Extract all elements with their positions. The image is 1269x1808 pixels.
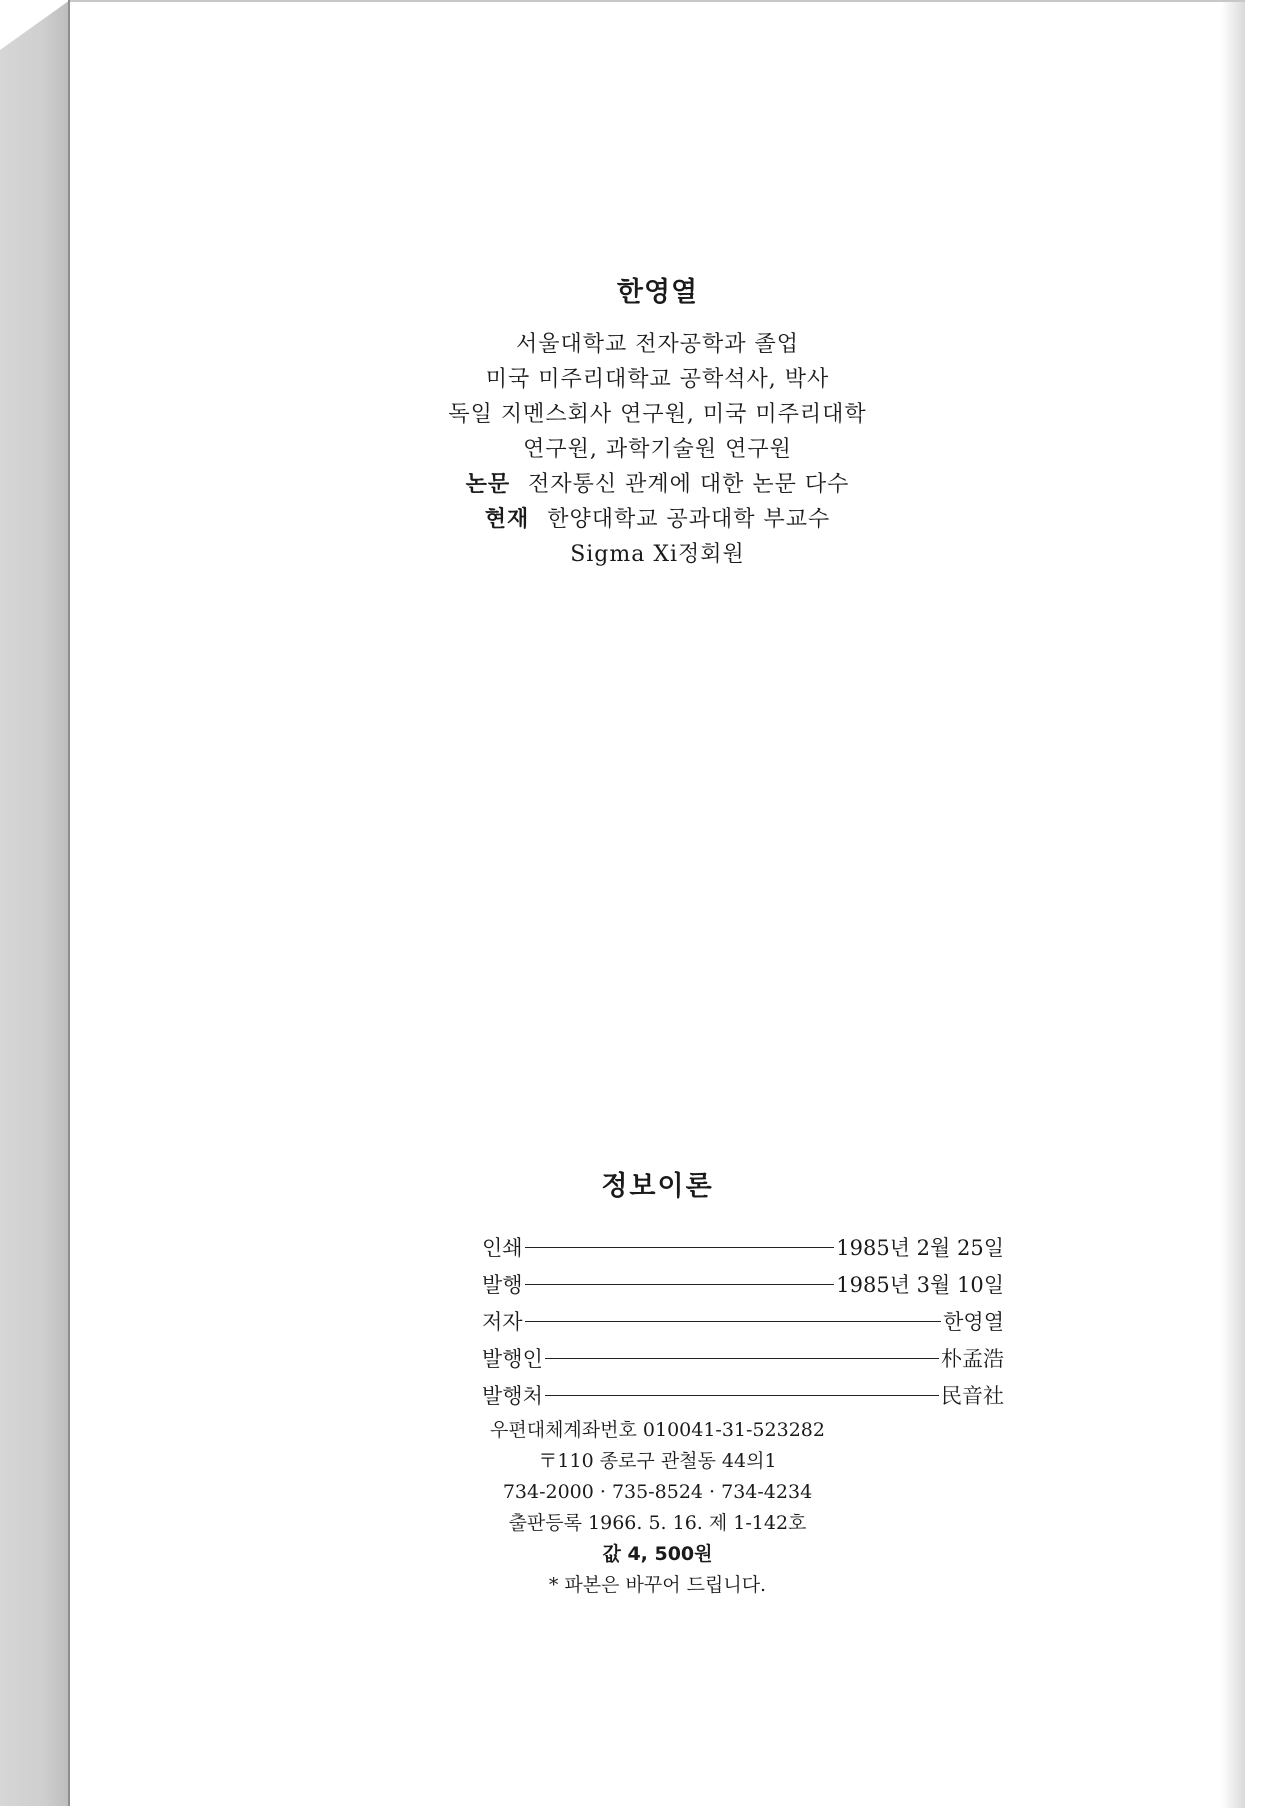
bio-line-papers bbox=[70, 467, 1245, 502]
bio-text: 미국 미주리대학교 공학석사, 박사 bbox=[485, 367, 830, 392]
author-profile bbox=[70, 270, 1245, 572]
bio-line bbox=[70, 432, 1245, 467]
bio-text: 연구원, 과학기술원 연구원 bbox=[523, 437, 792, 462]
bio-text: Sigma Xi정회원 bbox=[570, 542, 745, 567]
spine-corner bbox=[0, 0, 70, 50]
colophon-table bbox=[482, 1228, 1004, 1413]
defect-notice: * 파본은 바꾸어 드립니다. bbox=[548, 1574, 767, 1596]
leader-rule bbox=[525, 1284, 835, 1285]
bio-text: 한양대학교 공과대학 부교수 bbox=[547, 507, 831, 532]
row-label: 발행 bbox=[482, 1272, 523, 1297]
postal-account: 우편대체계좌번호 010041-31-523282 bbox=[490, 1419, 825, 1441]
row-label: 발행처 bbox=[482, 1383, 543, 1408]
book-title: 정보이론 bbox=[601, 1171, 714, 1202]
row-value: 民音社 bbox=[941, 1383, 1004, 1408]
author-name: 한영열 bbox=[616, 277, 699, 308]
colophon-row bbox=[482, 1228, 1004, 1265]
book-page bbox=[70, 0, 1245, 1808]
leader-rule bbox=[525, 1321, 942, 1322]
bio-line bbox=[70, 397, 1245, 432]
bio-text: 전자통신 관계에 대한 논문 다수 bbox=[528, 472, 850, 497]
row-label: 발행인 bbox=[482, 1346, 543, 1371]
book-spine bbox=[0, 0, 70, 1806]
registration: 출판등록 1966. 5. 16. 제 1-142호 bbox=[508, 1512, 807, 1534]
row-value: 1985년 3월 10일 bbox=[836, 1272, 1004, 1297]
row-value: 朴孟浩 bbox=[941, 1346, 1004, 1371]
row-value: 한영열 bbox=[943, 1309, 1004, 1334]
publisher-address: 〒110 종로구 관철동 44의1 bbox=[538, 1450, 777, 1472]
row-value: 1985년 2월 25일 bbox=[836, 1235, 1004, 1260]
publisher-imprint bbox=[70, 1415, 1245, 1601]
bio-key: 현재 bbox=[484, 507, 530, 532]
row-label: 저자 bbox=[482, 1309, 523, 1334]
leader-rule bbox=[525, 1247, 835, 1248]
leader-rule bbox=[545, 1395, 939, 1396]
colophon-row bbox=[482, 1339, 1004, 1376]
colophon-row bbox=[482, 1376, 1004, 1413]
bio-key: 논문 bbox=[465, 472, 511, 497]
bio-line bbox=[70, 327, 1245, 362]
colophon-row bbox=[482, 1302, 1004, 1339]
publisher-phone: 734-2000 · 735-8524 · 734-4234 bbox=[502, 1481, 813, 1503]
bio-line bbox=[70, 537, 1245, 572]
price: 값 4, 500원 bbox=[602, 1543, 713, 1565]
row-label: 인쇄 bbox=[482, 1235, 523, 1260]
bio-text: 독일 지멘스회사 연구원, 미국 미주리대학 bbox=[448, 402, 867, 427]
leader-rule bbox=[545, 1358, 939, 1359]
colophon-row bbox=[482, 1265, 1004, 1302]
bio-line-current bbox=[70, 502, 1245, 537]
bio-line bbox=[70, 362, 1245, 397]
bio-text: 서울대학교 전자공학과 졸업 bbox=[515, 332, 799, 357]
